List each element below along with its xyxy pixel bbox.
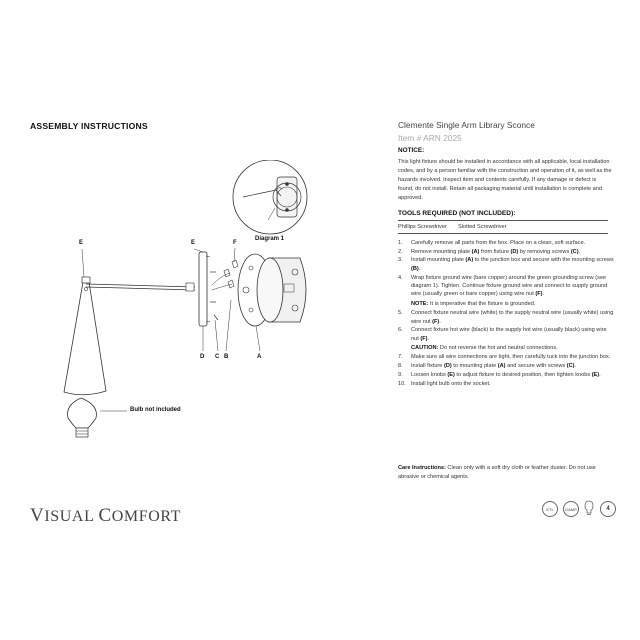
step-item: 1. Carefully remove all parts from the box. Place on a clean, soft surface. [398,240,586,246]
item-number: Item # ARN 2025 [398,133,462,143]
assembly-diagram [60,160,380,440]
diagram-1-label: Diagram 1 [255,236,285,242]
screws [210,272,218,320]
step-item: 3. Install mounting plate (A) to the junction box and secure with the mounting screws (B). [398,257,614,272]
tool-item: Phillips Screwdriver [398,224,447,230]
bulb-count-badge: 4 [600,501,616,517]
step-note: NOTE: It is imperative that the fixture is grounded. [411,300,536,307]
step-item: 8. Install fixture (D) to mounting plate (A) and secure with screws (C). [398,363,577,370]
junction-box [257,258,306,322]
divider [398,220,608,221]
step-item: 6. Connect fixture hot wire (black) to the supply hot wire (usually black) using wire nut (F). CAUTION: Do not reverse the hot and neutral connections. [398,326,614,352]
part-label-b: B [224,354,229,360]
bulb-rating-icon [584,500,594,516]
notice-heading: NOTICE: [398,147,425,154]
lamp-shade [64,277,106,395]
part-label-e-mid: E [191,240,196,246]
wire-nuts [212,260,238,290]
divider [398,233,608,234]
part-label-d: D [200,354,205,360]
steps-list [398,239,614,388]
product-name: Clemente Single Arm Library Sconce [398,120,535,130]
bulb-icon [68,398,127,437]
bulb-note: Bulb not included [130,407,181,413]
page-title: ASSEMBLY INSTRUCTIONS [30,121,148,131]
brand-logo: VISUAL COMFORT [30,505,182,526]
step-item: 9. Loosen knobs (E) to adjust fixture to desired position, then tighten knobs (E). [398,371,601,378]
part-label-a: A [257,354,262,360]
step-item: 5. Connect fixture neutral wire (white) to the supply neutral wire (usually white) using wire nut (F). [398,310,614,325]
tools-heading: TOOLS REQUIRED (NOT INCLUDED): [398,210,516,217]
tool-item: Slotted Screwdriver [458,224,507,230]
fixture-backplate [199,252,207,326]
step-item: 4. Wrap fixture ground wire (bare copper) around the green grounding screw (see diagram 1). Tighten. Continue fixture ground wire and connect to supply ground wire (usually green or bare copper) using wire nut (F). NOTE: It is imperative that the fixture is grounded. [398,274,614,309]
step-caution: CAUTION: Do not reverse the hot and neutral connections. [411,345,558,352]
care-instructions: Care Instructions: Clean only with a soft dry cloth or feather duster. Do not use abrasive or chemical agents. [398,465,596,480]
step-item: 10. Install light bulb onto the socket. [398,380,491,387]
damp-rating-icon: DAMP [563,501,579,517]
diagram-1-inset [233,160,307,234]
etl-cert-icon: ETL [542,501,558,517]
notice-text: This light fixture should be installed in accordance with all applicable, local installation codes, and by a person familiar with the construction and operation of it, as well as the hazards involved. Inspect item and contents carefully. If any damage or defect is found, do not install. Retain all packaging material until installation is complete and approved. [398,159,612,201]
lamp-arm [86,283,195,291]
part-label-c: C [215,354,220,360]
part-label-f: F [233,240,237,246]
part-label-e-left: E [79,240,84,246]
step-item: 7. Make sure all wire connections are tight, then carefully tuck into the junction box. [398,354,611,361]
step-item: 2. Remove mounting plate (A) from fixture (D) by removing screws (C). [398,248,581,255]
